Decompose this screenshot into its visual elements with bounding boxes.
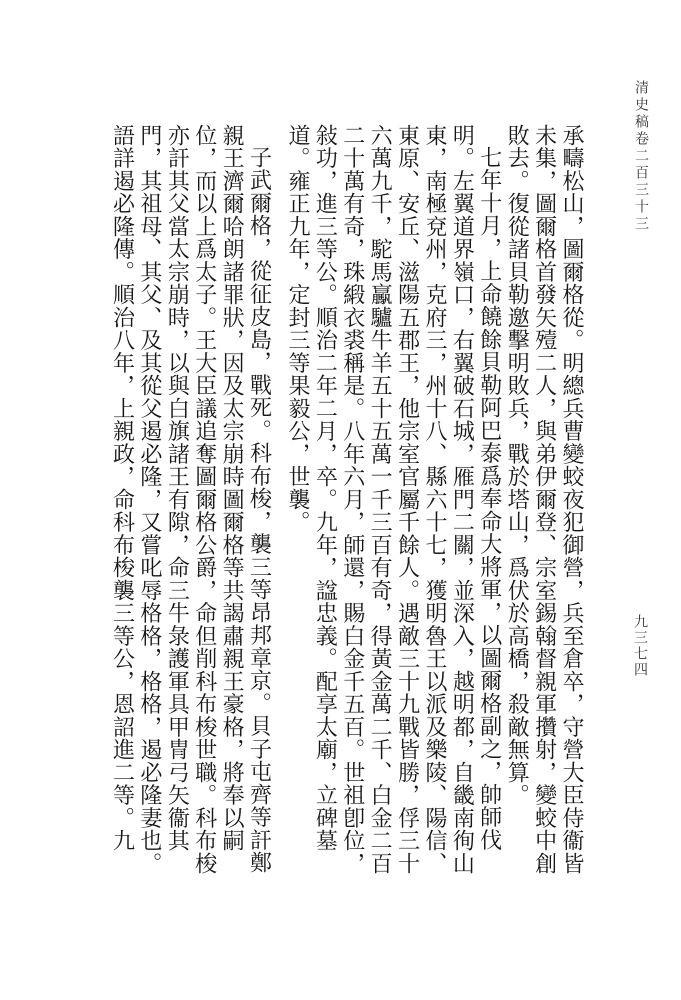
sentence: 順治二年二月，卒。 (312, 306, 338, 511)
paragraph-1 (503, 124, 585, 886)
sentence: 七年十月，上命饒餘貝勒阿巴泰爲奉命大將軍，以圖爾格副之，帥師伐明。 (449, 124, 502, 852)
main-text (103, 124, 585, 886)
sentence: 復從諸貝勒邀擊明敗兵，戰於塔山，爲伏於高橋，殺敵無算。 (504, 192, 530, 807)
sentence: 語詳遏必隆傳。 (109, 124, 135, 284)
sentence: 世祖卽位，敍功，進三等公。 (312, 124, 365, 875)
sentence: 遇敵三十九戰皆勝，俘三十六萬九千，駝馬驘驢牛羊五十五萬一千三百有奇，得黃金萬二千、白金二百二十萬有奇，珠緞衣裘稱是。 (339, 124, 420, 875)
paragraph-2 (284, 124, 503, 886)
sentence: 九 (109, 829, 135, 852)
sentence: 順治八年，上親政，命科布梭襲三等公，恩詔進二等。 (109, 283, 135, 830)
sentence: 貝子屯齊等訐鄭親王濟爾哈朗諸罪狀，因及太宗崩時圖爾格等共謁肅親王豪格，將奉以嗣位，而以上爲太子。 (191, 124, 272, 874)
page-number: 九三七四 (632, 614, 648, 678)
sentence: 雍正九年，定封三等果毅公，世襲。 (284, 169, 310, 534)
sentence: 科布梭亦訐其父當太宗崩時，以與白旗諸王有隙，命三牛彔護軍具甲冑弓矢衞其門，其祖母、其父、及其從父遏必隆，又嘗叱辱格格，格格，遏必隆妻也。 (136, 124, 217, 875)
sentence: 九年，諡忠義。 (312, 510, 338, 670)
sentence: 八年六月，師還，賜白金千五百。 (339, 419, 365, 761)
sentence: 王大臣議追奪圖爾格公爵，命但削科布梭世職。 (191, 328, 217, 807)
sentence: 左翼道界嶺口，右翼破石城，雁門二關，並深入，越明都，自畿南徇山東，南極兗州，克府三，州十八、縣六十七，獲明魯王以派及樂陵、陽信、東原、安丘、滋陽五郡王，他宗室官屬千餘人。 (394, 124, 475, 875)
sentence: 承疇松山，圖爾格從。明總兵曹變蛟夜犯御營，兵至倉卒，守營大臣侍衞皆未集，圖爾格首發矢殪二人，與弟伊爾登、宗室錫翰督親軍攢射，變蛟中創敗去。 (504, 124, 584, 875)
running-title: 清史稿卷二百三十三 (633, 80, 649, 233)
sentence: 配享太廟，立碑墓道。 (284, 124, 338, 852)
paragraph-3 (108, 124, 272, 886)
sentence: 科布梭，襲三等昂邦章京。 (246, 441, 272, 715)
sentence: 子武爾格，從征皮島，戰死。 (246, 146, 272, 442)
